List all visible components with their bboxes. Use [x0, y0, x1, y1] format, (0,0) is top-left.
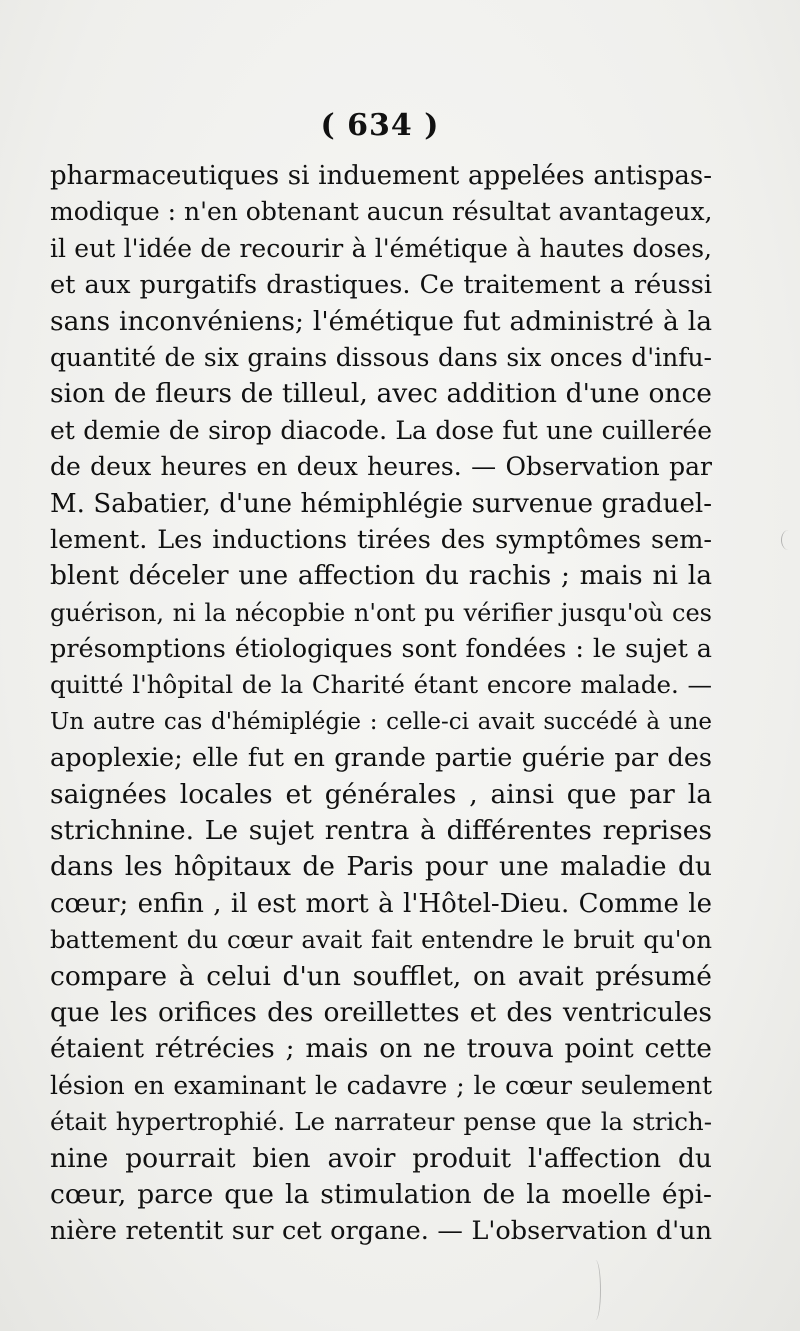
text-line: battement du cœur avait fait entendre le bruit qu'on [50, 925, 712, 955]
text-line: que les orifices des oreillettes et des ventricules [50, 996, 712, 1028]
page-number: ( 634 ) [320, 108, 440, 143]
text-line: lésion en examinant le cadavre ; le cœur seulement [50, 1070, 712, 1100]
text-line: cœur, parce que la stimulation de la moelle épi- [50, 1178, 712, 1210]
text-line: et aux purgatifs drastiques. Ce traitement a réussi [50, 270, 712, 301]
text-line: cœur; enfin , il est mort à l'Hôtel-Dieu. Comme le [50, 888, 712, 919]
text-line: sion de fleurs de tilleul, avec addition d'une once [50, 378, 712, 410]
text-line: M. Sabatier, d'une hémiphlégie survenue graduel- [50, 488, 712, 519]
body-text [50, 158, 712, 1250]
text-line: était hypertrophié. Le narrateur pense que la strich- [50, 1107, 712, 1137]
text-line: quitté l'hôpital de la Charité étant encore malade. — [50, 670, 712, 700]
text-line: étaient rétrécies ; mais on ne trouva point cette [50, 1033, 712, 1065]
text-line: sans inconvéniens; l'émétique fut administré à la [50, 305, 712, 337]
text-line: modique : n'en obtenant aucun résultat avantageux, [50, 197, 712, 227]
text-line: de deux heures en deux heures. — Observation par [50, 452, 712, 482]
text-line: lement. Les inductions tirées des symptômes sem- [50, 524, 712, 555]
text-line: apoplexie; elle fut en grande partie guérie par des [50, 743, 712, 774]
margin-mark [781, 530, 796, 550]
text-line: et demie de sirop diacode. La dose fut une cuillerée [50, 415, 712, 445]
text-line: dans les hôpitaux de Paris pour une maladie du [50, 851, 712, 883]
text-line: nière retentit sur cet organe. — L'observation d'un [50, 1216, 712, 1247]
text-line: strichnine. Le sujet rentra à différentes reprises [50, 815, 712, 847]
text-line: compare à celui d'un soufflet, on avait présumé [50, 960, 712, 992]
text-line: saignées locales et générales , ainsi que par la [50, 778, 712, 810]
fold-mark [590, 1260, 601, 1320]
text-line: quantité de six grains dissous dans six onces d'infu- [50, 342, 712, 372]
text-line: nine pourrait bien avoir produit l'affection du [50, 1142, 712, 1174]
text-line: présomptions étiologiques sont fondées : le sujet a [50, 634, 712, 665]
text-line: il eut l'idée de recourir à l'émétique à hautes doses, [50, 233, 712, 263]
text-line: guérison, ni la nécopbie n'ont pu vérifier jusqu'où ces [50, 598, 712, 627]
text-line: blent déceler une affection du rachis ; mais ni la [50, 560, 712, 592]
text-line: pharmaceutiques si induement appelées antispas- [50, 161, 712, 191]
text-line: Un autre cas d'hémiplégie : celle-ci avait succédé à une [50, 708, 712, 735]
